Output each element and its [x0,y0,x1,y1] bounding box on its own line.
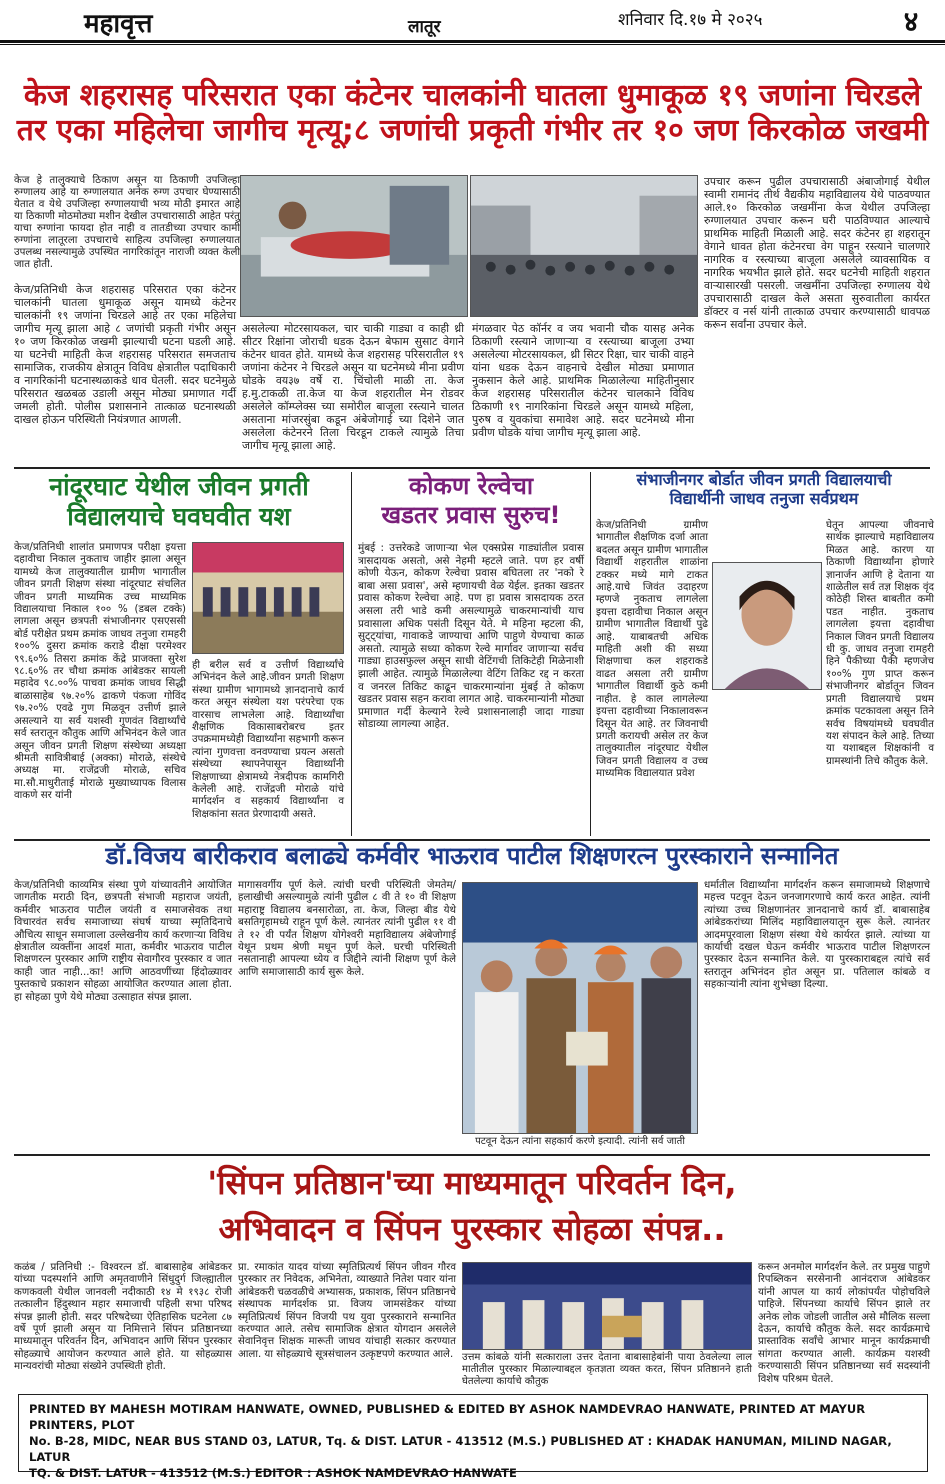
student-portrait-image [713,563,821,689]
simpan-photo-caption: उत्तम कांबळे यांनी सत्काराला उत्तर देताना बाबासाहेबांनी पाया ठेवलेल्या लाल मातीतील पुरस्कार मिळाल्याबद्दल कृतज्ञता व्यक्त करत, सिंपन प्रतिष्ठानने हाती घेतलेल्या कार्याचे कौतुक [462,1352,752,1387]
lead-column-1: केज/प्रतिनिधी केज शहरासह परिसरात एका कंटेनर चालकांनी घातला धुमाकूळ असून यामध्ये कंटेनर चालकांनी १९ जणांना चिरडले आहे तर एका महिलेचा जागीच मृत्यू झाला आहे ८ जणांची प्रकृती गंभीर असून १० जण किरकोळ जखमी झाल्याची घटना घडली आहे. या घटनेची माहिती केज शहरासह परिसरात समजताच सामाजिक, राजकीय क्षेत्रातून विविध क्षेत्रातील पदाधिकारी व नागरिकांनी घटनास्थळाकडे धाव घेतली. सदर घटनेमुळे परिसरात खळबळ उडाली असून मोठ्या प्रमाणात गर्दी जमली होती. पोलीस प्रशासनाने तात्काळ घटनास्थळी दाखल होऊन परिस्थिती नियंत्रणात आणली. [14,283,236,426]
simpan-column-2: प्रा. रमाकांत यादव यांच्या स्मृतिप्रित्यर्थ सिंपन जीवन गौरव पुरस्कार तर निवेदक, अभिनेता, व्याख्याते नितेश पवार यांना आंबेडकरी चळवळीचे अभ्यासक, प्रकाशक, सिंपन प्रतिष्ठानचे संस्थापक मार्गदर्शक प्रा. विजय जामसंडेकर यांच्या स्मृतिप्रित्यर्थ सिंपन विजयी पथ युवा पुरस्काराने सन्मानित करण्यात आले. तसेच सामाजिक क्षेत्रात योगदान असलेले सेवानिवृत्त शिक्षक मारूती जाधव यांचाही सत्कार करण्यात आला. या सोहळ्याचे सूत्रसंचालन उत्कृष्टपणे करण्यात आले. [238,1262,456,1360]
column-divider-left [351,472,352,836]
school-result-column-1: केज/प्रतिनिधी शालांत प्रमाणपत्र परीक्षा इयत्ता दहावीचा निकाल नुकताच जाहीर झाला असून यामध्ये केज तालुक्यातील ग्रामीण भागातील जीवन प्रगती शिक्षण संस्था नांदूरघाट संचलित जीवन प्रगती माध्यमिक उच्च माध्यमिक विद्यालयाचा निकाल १०० % (डबल टक्के) लागला असून छत्रपती संभाजीनगर एसएससी बोर्ड परीक्षेत प्रथम क्रमांक जाधव तनुजा रामहरी १००% दुसरा क्रमांक कराडे दीक्षा परमेश्वर ९९.६०% तिसरा क्रमांक केंद्रे प्राजक्ता सुरेश ९८.६०% तर चौथा क्रमांक आंबेडकर सायली महादेव ९८.००% पाचवा क्रमांक जाधव सिद्धी बाळासाहेब ९७.२०% ढाकणे पंकजा गोविंद ९७.२०% एवढे गुण मिळवून उत्तीर्ण झाले असल्याने या सर्व यशस्वी गुणवंत विद्यार्थ्यांचे सर्व स्तरातून कौतुक आणि अभिनंदन केले जात असून जीवन प्रगती शिक्षण संस्थेच्या अध्यक्षा श्रीमती सावित्रीबाई (अक्का) मोराळे, संस्थेचे अध्यक्ष मा. राजेंद्रजी मोराळे, सचिव मा.सौ.माधुरीताई मोराळे मुख्याध्यापक विलास वाकणे सर यांनी [14,542,186,802]
topper-column-2: घेतून आपल्या जीवनाचे सार्थक झाल्याचे महाविद्यालय मिळत आहे. कारण या ठिकाणी विद्यार्थ्यांना होणारे ज्ञानार्जन आणि हे देताना या शाळेतील सर्व तज्ञ शिक्षक वृंद कोठेही शिस्त बाबतीत कमी पडत नाहीत. नुकताच लागलेला इयत्ता दहावीचा निकाल जिवन प्रगती विद्यालय धी कु. जाधव तनुजा रामहरी हिने पैकीच्या पैकी म्हणजेच १००% गुण प्राप्त करून संभाजीनगर बोर्डातून जिवन प्रगती विद्यालयाचे प्रथम क्रमांक पटकावला असून तिने सर्वच विषयांमध्ये घवघवीत यश संपादन केले आहे. तिच्या या यशाबद्दल शिक्षकांनी व ग्रामस्थांनी तिचे कौतुक केले. [826,520,934,767]
award-column-3: धर्मातील विद्यार्थ्यांना मार्गदर्शन करून समाजामध्ये शिक्षणाचे महत्त्व पटवून देऊन जनजागरणाचे कार्य करत आहेत. त्यांनी त्यांच्या उच्च शिक्षणानंतर ज्ञानदानाचे कार्य डॉ. बाबासाहेब आंबेडकरांच्या मिलिंद महाविद्यालयातून सुरू केले. त्यानंतर आदमपूरवाला शिक्षण संस्था येथे कार्यरत झाले. त्यांच्या या कार्याची दखल घेऊन कर्मवीर भाऊराव पाटील शिक्षणरत्न पुरस्कार देऊन सन्मानित केले. या पुरस्काराबद्दल त्यांचे सर्व स्तरातून अभिनंदन होत असून प्रा. पतिलाल कांबळे व सहकाऱ्यांनी त्यांना शुभेच्छा दिल्या. [704,880,930,991]
award-ceremony-image [463,883,697,1133]
school-result-title-line2: विद्यालयाचे घवघवीत यश [67,502,291,531]
simpan-headline [14,1160,930,1258]
masthead-rule-thin [0,44,945,45]
konkan-railway-title-line2: खडतर प्रवास सुरुच! [381,500,561,529]
simpan-headline-line2: अभिवादन व सिंपन पुरस्कार सोहळा संपन्न.. [218,1210,726,1248]
lead-headline-line2: तर एका महिलेचा जागीच मृत्यू;८ जणांची प्रकृती गंभीर तर १० जण किरकोळ जखमी [16,113,929,149]
simpan-ceremony-image [463,1263,751,1349]
section-divider-3 [14,1154,930,1156]
simpan-column-3: करून अनमोल मार्गदर्शन केले. तर प्रमुख पाहुणे रिपब्लिकन सरसेनानी आनंदराज आंबेडकर यांनी आपल या कार्य लोकांपर्यंत पोहोचविले पाहिजे. सिंपनच्या कार्याचे सिंपन झाले तर अनेक लोक जोडली जातील असे मौलिक सल्ला देऊन, कार्याचे कौतुक केले. सदर कार्यक्रमाचे प्रास्ताविक सर्वांचे आभार मानून कार्यक्रमाची सांगता करण्यात आली. कार्यक्रम यशस्वी करण्यासाठी सिंपन प्रतिष्ठानच्या सर्व सदस्यांनी विशेष परिश्रम घेतले. [758,1262,930,1385]
simpan-column-1: कळंब / प्रतिनिधी :- विश्वरत्न डॉ. बाबासाहेब आंबेडकर यांच्या पदस्पर्शाने आणि अमृतवाणीने सिंधुदुर्ग जिल्ह्यातील कणकवली येथील जानवली नदीकाठी १४ मे १९३८ रोजी तत्कालीन हिंदुस्थान महार समाजाची पहिली सभा परिषद संपन्न झाली होती. सदर परिषदेच्या ऐतिहासिक घटनेला ८७ वर्षे पूर्ण झाली असून या निमित्ताने सिंपन प्रतिष्ठानच्या माध्यमातून परिवर्तन दिन, अभिवादन आणि सिंपन पुरस्कार सोहळ्याचे आयोजन करण्यात आले होते. या सोहळ्यास मान्यवरांची मोठ्या संख्येने उपस्थिती होती. [14,1262,232,1373]
imprint-line-1: PRINTED BY MAHESH MOTIRAM HANWATE, OWNED, PUBLISHED & EDITED BY ASHOK NAMDEVRAO HANWATE, PRINTED AT MAYUR PRINTERS, PLOT [29,1402,866,1432]
school-felicitation-photo [192,542,344,654]
school-felicitation-image [193,543,343,653]
topper-title-line2: विद्यार्थीनी जाधव तनुजा सर्वप्रथम [669,489,859,509]
school-result-column-2: ही बरील सर्व व उत्तीर्ण विद्यार्थ्यांचे अभिनंदन केले आहे.जीवन प्रगती शिक्षण संस्था ग्रामीण भागामध्ये ज्ञानदानाचे कार्य करत असून संस्थेला यश परंपरेचा एक वारसाच लाभलेला आहे. विद्यार्थ्यांचा शैक्षणिक विकासाबरोबरच इतर उपक्रमामध्येही विद्यार्थ्यांना सहभागी करून त्यांना गुणवत्ता वनवण्याचा प्रयत्न असतो संस्थेच्या स्थापनेपासून विद्यार्थ्यांनी शिक्षणाच्या क्षेत्रामध्ये नेत्रदीपक कामगिरी केलेली आहे. राजेंद्रजी मोराळे यांचे मार्गदर्शन व सहकार्य विद्यार्थ्यांना व शिक्षकांना सतत प्रेरणादायी असते. [192,660,344,820]
masthead-rule [0,40,945,43]
page-number: ४ [903,5,919,38]
lead-headline-line1: केज शहरासह परिसरात एका कंटेनर चालकांनी घातला धुमाकूळ १९ जणांना चिरडले [23,78,922,113]
simpan-ceremony-photo [462,1262,752,1350]
hospital-photo-image [241,176,467,316]
topper-column-1: केज/प्रतिनिधी ग्रामीण भागातील शैक्षणिक दर्जा आता बदलत असून ग्रामीण भागातील विद्यार्थी शहरातील शाळांना टक्कर मध्ये मागे टाकत आहे.याचे जिवंत उदाहरण म्हणजे नुकताच लागलेला इयत्ता दहावीचा निकाल असून ग्रामीण भागातील विद्यार्थी पुढे आहे. याबाबतची अधिक माहिती अशी की सध्या शिक्षणाचा कल शहराकडे वाढत असला तरी ग्रामीण भागातील विद्यार्थी कुठे कमी नाहीत. हे काल लागलेल्या इयत्ता दहावीच्या निकालावरून दिसून येत आहे. तर जिवनाची प्रगती करायची असेल तर केज तालुक्यातील नांदूरघाट येथील जिवन प्रगती विद्यालय व उच्च माध्यमिक विद्यालयात प्रवेश [596,520,708,780]
section-divider-2 [14,839,930,841]
konkan-railway-title-line1: कोकण रेल्वेचा [408,472,534,500]
award-photo-caption: पटवून देऊन त्यांना सहकार्य करणे इत्यादी. त्यांनी सर्व जाती [475,1136,685,1147]
lead-column-4: उपचार करून पुढील उपचारासाठी अंबाजोगाई येथील स्वामी रामानंद तीर्थ वैद्यकीय महाविद्यालय येथे पाठवण्यात आले.१० किरकोळ जखमींना केज येथील उपजिल्हा रुग्णालयात उपचार करून घरी पाठविण्यात आल्याचे प्राथमिक माहिती मिळाली आहे. सदर कंटेनर हा शहरातून वेगाने धावत होता कंटेनरचा वेग पाहून रस्त्याने चालणारे नागरिक व रस्त्याच्या बाजूला असलेले व्यावसायिक व नागरिक भयभीत झाले होते. सदर घटनेची माहिती शहरात वाऱ्यासारखी पसरली. जखमींना उपजिल्हा रुग्णालय येथे उपचारासाठी दाखल केले असता सुरुवातीला कार्यरत डॉक्टर व नर्स यांनी तात्काळ उपचार करण्यासाठी धावपळ करून सर्वांना उपचार केले. [704,175,930,331]
school-result-title-line1: नांदूरघाट येथील जीवन प्रगती [49,472,309,501]
simpan-headline-line1: 'सिंपन प्रतिष्ठान'च्या माध्यमातून परिवर्तन दिन, [207,1164,737,1202]
topper-title [594,470,934,516]
masthead [0,0,945,46]
column-divider-right [590,472,591,836]
award-ceremony-photo [462,882,698,1134]
topper-title-line1: संभाजीनगर बोर्डात जीवन प्रगती विद्यालयाची [636,470,892,489]
award-column-2: मागासवर्गीय पूर्ण केले. त्यांची घरची परिस्थिती जेमतेम/ हलाखीची असल्यामुळे त्यांनी पुढील ८ वी ते १० वी शिक्षण महाराष्ट्र विद्यालय बनसारोळा, ता. केज, जिल्हा बीड येथे बसतिगृहामध्ये राहून पूर्ण केले. त्यानंतर त्यांनी पुढील ११ वी ते १२ वी पर्यंत शिक्षण योगेश्वरी महाविद्यालय अंबेजोगाई येथून प्रथम श्रेणी मधून पूर्ण केले. घरची परिस्थिती नसतानाही आपल्या ध्येय व जिद्दीने त्यांनी शिक्षण पूर्ण केले आणि समाजासाठी कार्य सुरू केले. [238,880,456,978]
lead-headline [6,78,939,168]
section-divider-1 [14,467,930,469]
hospital-photo [240,175,468,317]
school-result-title [14,472,344,538]
imprint-line-3: TQ. & DIST. LATUR - 413512 (M.S.) EDITOR : ASHOK NAMDEVRAO HANWATE [29,1466,517,1480]
konkan-railway-body: मुंबई : उत्तरेकडे जाणाऱ्या भेल एक्सप्रेस गाड्यांतील प्रवास त्रासदायक असतो, असे नेहमी म्हटले जाते. पण हर वर्षी कोणी येऊन, कोकण रेल्वेचा प्रवास बघितला तर 'नको रे बाबा असा प्रवास', असे म्हणायची वेळ येईल. इतका खडतर प्रवास कोकण रेल्वेचा आहे. पण हा प्रवास त्रासदायक ठरत असला तरी भाडे कमी असल्यामुळे चाकरमान्यांची याच प्रवासाला अधिक पसंती दिसून येते. मे महिना म्हटला की, सुट्ट्यांचा, गावाकडे जाण्याचा आणि पाहुणे येण्याचा काळ असतो. त्यामुळे सध्या कोकण रेल्वे मार्गावर जाणाऱ्या सर्वच गाड्या हाउसफुल्ल असून साधी वेटिंगची तिकिटेही मिळेनाशी झाली आहेत. त्यामुळे मिळालेल्या वेटिंग तिकिट रद्द न करता व जनरल तिकिट काढून चाकरमान्यांना मुंबई ते कोकण खडतर प्रवास सहन करावा लागत आहे. चाकरमान्यांनी मोठ्या प्रमाणात गर्दी केल्याने रेल्वे प्रशासनालाही जादा गाड्या सोडाव्या लागल्या आहेत. [358,542,584,731]
award-column-1: केज/प्रतिनिधी काव्यमित्र संस्था पुणे यांच्यावतीने आयोजित जागतीक मराठी दिन, छत्रपती संभाजी महाराज जयंती, कर्मवीर भाऊराव पाटील जयंती व समाजसेवक तथा विचारवंत सर्वच समाजाच्या संघर्ष याच्या स्मृतिदिनाचे औचित्य साधून समाजाला उल्लेखनीय कार्य करणाऱ्या विविध क्षेत्रातील व्यक्तींना आदर्श माता, कर्मवीर भाऊराव पाटील शिक्षणरत्न पुरस्कार आणि राष्ट्रीय सेवागौरव पुरस्कार व जात काही जात नाही...का! आणि आठवणींच्या हिंदोळ्यावर पुस्तकाचे प्रकाशन सोहळा आयोजित करण्यात आला होता. हा सोहळा पुणे येथे मोठ्या उत्साहात संपन्न झाला. [14,880,232,1003]
award-headline: डॉ.विजय बारीकराव बलाढ्ये कर्मवीर भाऊराव पाटील शिक्षणरत्न पुरस्काराने सन्मानित [105,842,839,870]
city-label: लातूर [408,17,441,37]
imprint-footer [18,1394,928,1480]
lead-photo-caption: केज हे तालुक्याचे ठिकाण असून या ठिकाणी उपजिल्हा रुग्णालय आहे या रुग्णालयात अनेक रुग्ण उपचार घेण्यासाठी येतात व येथे उपजिल्हा रुग्णालयाची भव्य मोठी इमारत आहे या ठिकाणी मोठमोठ्या मशीन देखील उपचारासाठी आहेत परंतु याचा रुग्णांना फायदा होत नाही व तातडीच्या उपचार कामी रुग्णांना लातूरला उपचाराचे साहित्य उपजिल्हा रुग्णालयात उपलब्ध नसल्यामुळे उपस्थित नागरिकांतून नाराजी व्यक्त केली जात होती. [14,175,240,270]
paper-name: महावृत्त [84,9,153,39]
student-portrait [712,562,822,690]
lead-column-2: असलेल्या मोटरसायकल, चार चाकी गाड्या व काही थ्री सीटर रिक्षांना जोराची धडक देऊन बेफाम सुसाट वेगाने कंटेनर धावत होते. यामध्ये केज शहरासह परिसरातील १९ जणांना कंटेनर ने चिरडले असून या घटनेमध्ये मीना प्रवीण घोडके वय३७ वर्षे रा. चिंचोली माळी ता. केज ह.मु.टाकळी ता.केज या केज शहरातील मेन रोडवर असलेले कॉम्प्लेक्स च्या समोरील बाजूला रस्त्याने चालत असताना मांजरसुंबा कडून अंबेजोगाई च्या दिशेने जात असलेला कंटेनरने तिला चिरडून टाकले त्यामुळे तिचा जागीच मृत्यू झाला आहे. [242,322,464,452]
lead-column-3: मंगळवार पेठ कॉर्नर व जय भवानी चौक यासह अनेक ठिकाणी रस्त्याने जाणाऱ्या व रस्त्याच्या बाजूला उभ्या असलेल्या मोटरसायकल, थ्री सिटर रिक्षा, चार चाकी वाहने यांना धडक देऊन वाहनाचे देखील मोठ्या प्रमाणात नुकसान केले आहे. प्राथमिक मिळालेल्या माहितीनुसार केज शहरासह परिसरातील कंटेनर चालकाने विविध ठिकाणी १९ नागरिकांना चिरडले असून यामध्ये महिला, पुरुष व युवकांचा समावेश आहे. सदर घटनेमध्ये मीना प्रवीण घोडके यांचा जागीच मृत्यू झाला आहे. [472,322,694,439]
konkan-railway-title [356,472,586,538]
crowd-photo [470,175,698,317]
crowd-photo-image [471,176,697,316]
imprint-line-2: No. B-28, MIDC, NEAR BUS STAND 03, LATUR, Tq. & DIST. LATUR - 413512 (M.S.) PUBLISHED AT : KHADAK HANUMAN, MILIND NAGAR, LATUR [29,1434,892,1464]
issue-date: शनिवार दि.१७ मे २०२५ [618,10,763,30]
